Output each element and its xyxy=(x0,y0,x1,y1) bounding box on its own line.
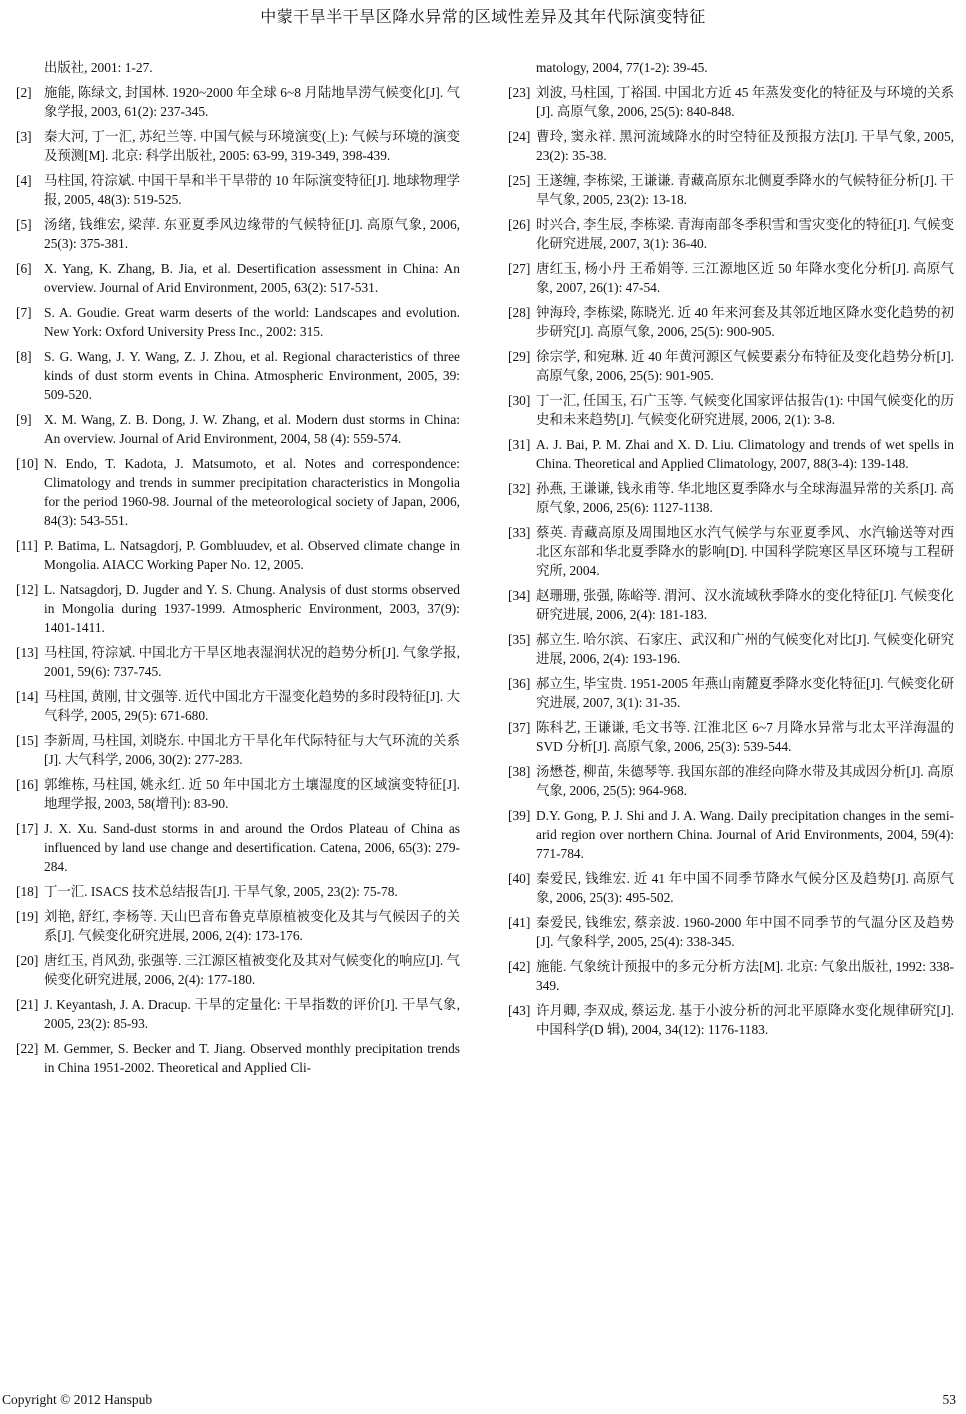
copyright-notice: Copyright © 2012 Hanspub xyxy=(2,1392,153,1407)
reference-text: 郝立生. 哈尔滨、石家庄、武汉和广州的气候变化对比[J]. 气候变化研究进展, 2006, 2(4): 193-196. xyxy=(536,632,954,666)
reference-entry xyxy=(16,775,460,813)
reference-number: [3] xyxy=(16,129,32,144)
reference-entry xyxy=(16,536,460,574)
reference-number: [20] xyxy=(16,953,39,968)
reference-number: [36] xyxy=(508,676,531,691)
reference-entry xyxy=(16,303,460,341)
reference-number: [28] xyxy=(508,305,531,320)
reference-entry xyxy=(508,718,954,756)
reference-entry xyxy=(16,58,460,77)
reference-number: [31] xyxy=(508,437,531,452)
reference-text: matology, 2004, 77(1-2): 39-45. xyxy=(536,60,708,75)
reference-text: 施能. 气象统计预报中的多元分析方法[M]. 北京: 气象出版社, 1992: 338-349. xyxy=(536,959,954,993)
reference-entry xyxy=(16,907,460,945)
reference-number: [7] xyxy=(16,305,32,320)
reference-text: J. X. Xu. Sand-dust storms in and around the Ordos Plateau of China as influenced by land use change and desertification. Catena, 2006, 65(3): 279-284. xyxy=(44,821,460,874)
reference-entry xyxy=(508,171,954,209)
reference-text: 郝立生, 毕宝贵. 1951-2005 年燕山南麓夏季降水变化特征[J]. 气候变化研究进展, 2007, 3(1): 31-35. xyxy=(536,676,954,710)
reference-number: [43] xyxy=(508,1003,531,1018)
reference-text: 秦爱民, 钱维宏, 蔡亲波. 1960-2000 年中国不同季节的气温分区及趋势[J]. 气象科学, 2005, 25(4): 338-345. xyxy=(536,915,954,949)
reference-number: [2] xyxy=(16,85,32,100)
reference-text: 李新周, 马柱国, 刘晓东. 中国北方干旱化年代际特征与大气环流的关系[J]. 大气科学, 2006, 30(2): 277-283. xyxy=(44,733,460,767)
reference-entry xyxy=(16,171,460,209)
reference-entry xyxy=(16,580,460,637)
reference-entry xyxy=(16,687,460,725)
reference-entry xyxy=(16,995,460,1033)
reference-text: 马柱国, 黄刚, 甘文强等. 近代中国北方干湿变化趋势的多时段特征[J]. 大气科学, 2005, 29(5): 671-680. xyxy=(44,689,460,723)
reference-text: S. G. Wang, J. Y. Wang, Z. J. Zhou, et al. Regional characteristics of three kinds of dust storm events in China. Atmospheric Environment, 2005, 39: 509-520. xyxy=(44,349,460,402)
reference-text: 徐宗学, 和宛琳. 近 40 年黄河源区气候要素分布特征及变化趋势分析[J]. 高原气象, 2006, 25(5): 901-905. xyxy=(536,349,954,383)
reference-number: [33] xyxy=(508,525,531,540)
reference-number: [41] xyxy=(508,915,531,930)
reference-text: 刘艳, 舒红, 李杨等. 天山巴音布鲁克草原植被变化及其与气候因子的关系[J]. 气候变化研究进展, 2006, 2(4): 173-176. xyxy=(44,909,460,943)
reference-text: 汤懋苍, 柳苗, 朱德琴等. 我国东部的准经向降水带及其成因分析[J]. 高原气象, 2006, 25(5): 964-968. xyxy=(536,764,954,798)
reference-entry xyxy=(508,435,954,473)
reference-entry xyxy=(16,643,460,681)
reference-text: 唐红玉, 肖风劲, 张强等. 三江源区植被变化及其对气候变化的响应[J]. 气候变化研究进展, 2006, 2(4): 177-180. xyxy=(44,953,460,987)
reference-number: [32] xyxy=(508,481,531,496)
reference-number: [34] xyxy=(508,588,531,603)
reference-entry xyxy=(508,479,954,517)
reference-text: 丁一汇. ISACS 技术总结报告[J]. 干旱气象, 2005, 23(2): 75-78. xyxy=(44,884,398,899)
reference-text: X. M. Wang, Z. B. Dong, J. W. Zhang, et al. Modern dust storms in China: An overview. Journal of Arid Environment, 2004, 58 (4): 559-574. xyxy=(44,412,460,446)
reference-entry xyxy=(16,731,460,769)
reference-number: [17] xyxy=(16,821,39,836)
reference-text: N. Endo, T. Kadota, J. Matsumoto, et al. Notes and correspondence: Climatology and trends in summer precipitation characteristics in Mongolia for the period 1960-98. Journal of the meteorological society of Japan, 2006, 84(3): 543-551. xyxy=(44,456,460,528)
reference-text: 刘波, 马柱国, 丁裕国. 中国北方近 45 年蒸发变化的特征及与环境的关系[J]. 高原气象, 2006, 25(5): 840-848. xyxy=(536,85,954,119)
reference-number: [9] xyxy=(16,412,32,427)
reference-number: [13] xyxy=(16,645,39,660)
reference-entry xyxy=(508,83,954,121)
reference-text: P. Batima, L. Natsagdorj, P. Gombluudev, et al. Observed climate change in Mongolia. AIACC Working Paper No. 12, 2005. xyxy=(44,538,460,572)
reference-entry xyxy=(16,215,460,253)
reference-entry xyxy=(16,819,460,876)
reference-text: 马柱国, 符淙斌. 中国干旱和半干旱带的 10 年际演变特征[J]. 地球物理学报, 2005, 48(3): 519-525. xyxy=(44,173,460,207)
reference-text: 秦大河, 丁一汇, 苏纪兰等. 中国气候与环境演变(上): 气候与环境的演变及预测[M]. 北京: 科学出版社, 2005: 63-99, 319-349, 398-439. xyxy=(44,129,460,163)
reference-number: [37] xyxy=(508,720,531,735)
reference-entry xyxy=(508,215,954,253)
reference-text: 汤绪, 钱维宏, 梁萍. 东亚夏季风边缘带的气候特征[J]. 高原气象, 2006, 25(3): 375-381. xyxy=(44,217,460,251)
reference-number: [12] xyxy=(16,582,39,597)
reference-number: [11] xyxy=(16,538,38,553)
reference-number: [35] xyxy=(508,632,531,647)
reference-text: 赵珊珊, 张强, 陈峪等. 渭河、汉水流域秋季降水的变化特征[J]. 气候变化研究进展, 2006, 2(4): 181-183. xyxy=(536,588,954,622)
reference-text: D.Y. Gong, P. J. Shi and J. A. Wang. Daily precipitation changes in the semi-arid region over northern China. Journal of Arid Environments, 2004, 59(4): 771-784. xyxy=(536,808,954,861)
reference-entry xyxy=(508,913,954,951)
reference-text: 出版社, 2001: 1-27. xyxy=(44,60,153,75)
reference-text: S. A. Goudie. Great warm deserts of the world: Landscapes and evolution. New York: Oxford University Press Inc., 2002: 315. xyxy=(44,305,460,339)
reference-entry xyxy=(508,391,954,429)
reference-entry xyxy=(508,806,954,863)
reference-text: L. Natsagdorj, D. Jugder and Y. S. Chung. Analysis of dust storms observed in Mongolia during 1937-1999. Atmospheric Environment, 2003, 37(9): 1401-1411. xyxy=(44,582,460,635)
reference-text: 孙燕, 王谦谦, 钱永甫等. 华北地区夏季降水与全球海温异常的关系[J]. 高原气象, 2006, 25(6): 1127-1138. xyxy=(536,481,954,515)
reference-text: A. J. Bai, P. M. Zhai and X. D. Liu. Climatology and trends of wet spells in China. Theoretical and Applied Climatology, 2007, 88(3-4): 139-148. xyxy=(536,437,954,471)
reference-entry xyxy=(16,410,460,448)
reference-text: 郭维栋, 马柱国, 姚永红. 近 50 年中国北方土壤湿度的区域演变特征[J]. 地理学报, 2003, 58(增刊): 83-90. xyxy=(44,777,460,811)
reference-text: 马柱国, 符淙斌. 中国北方干旱区地表湿润状况的趋势分析[J]. 气象学报, 2001, 59(6): 737-745. xyxy=(44,645,460,679)
reference-number: [26] xyxy=(508,217,531,232)
reference-text: X. Yang, K. Zhang, B. Jia, et al. Desertification assessment in China: An overview. Journal of Arid Environment, 2005, 63(2): 517-531. xyxy=(44,261,460,295)
reference-number: [23] xyxy=(508,85,531,100)
reference-entry xyxy=(508,630,954,668)
reference-number: [14] xyxy=(16,689,39,704)
reference-number: [5] xyxy=(16,217,32,232)
reference-entry xyxy=(508,674,954,712)
reference-entry xyxy=(508,523,954,580)
reference-entry xyxy=(16,951,460,989)
reference-number: [22] xyxy=(16,1041,39,1056)
reference-number: [19] xyxy=(16,909,39,924)
reference-entry xyxy=(508,58,954,77)
reference-entry xyxy=(508,347,954,385)
reference-text: 秦爱民, 钱维宏. 近 41 年中国不同季节降水气候分区及趋势[J]. 高原气象, 2006, 25(3): 495-502. xyxy=(536,871,954,905)
reference-text: 钟海玲, 李栋梁, 陈晓光. 近 40 年来河套及其邻近地区降水变化趋势的初步研究[J]. 高原气象, 2006, 25(5): 900-905. xyxy=(536,305,954,339)
reference-entry xyxy=(16,454,460,530)
reference-entry xyxy=(508,303,954,341)
reference-number: [40] xyxy=(508,871,531,886)
reference-text: J. Keyantash, J. A. Dracup. 干旱的定量化: 干旱指数的评价[J]. 干旱气象, 2005, 23(2): 85-93. xyxy=(44,997,460,1031)
reference-entry xyxy=(508,127,954,165)
reference-entry xyxy=(508,957,954,995)
reference-number: [8] xyxy=(16,349,32,364)
reference-number: [42] xyxy=(508,959,531,974)
running-header: 中蒙干旱半干旱区降水异常的区域性差异及其年代际演变特征 xyxy=(260,9,706,26)
reference-number: [39] xyxy=(508,808,531,823)
reference-number: [38] xyxy=(508,764,531,779)
reference-number: [4] xyxy=(16,173,32,188)
reference-text: 时兴合, 李生辰, 李栋梁. 青海南部冬季积雪和雪灾变化的特征[J]. 气候变化研究进展, 2007, 3(1): 36-40. xyxy=(536,217,954,251)
reference-number: [16] xyxy=(16,777,39,792)
reference-text: 唐红玉, 杨小丹 王希娟等. 三江源地区近 50 年降水变化分析[J]. 高原气象, 2007, 26(1): 47-54. xyxy=(536,261,954,295)
reference-number: [27] xyxy=(508,261,531,276)
reference-entry xyxy=(508,762,954,800)
reference-number: [30] xyxy=(508,393,531,408)
reference-entry xyxy=(508,259,954,297)
reference-number: [24] xyxy=(508,129,531,144)
reference-entry xyxy=(16,259,460,297)
reference-text: M. Gemmer, S. Becker and T. Jiang. Observed monthly precipitation trends in China 1951-2002. Theoretical and Applied Cli- xyxy=(44,1041,460,1075)
references-left-column xyxy=(16,58,460,1083)
reference-number: [6] xyxy=(16,261,32,276)
reference-text: 丁一汇, 任国玉, 石广玉等. 气候变化国家评估报告(1): 中国气候变化的历史和未来趋势[J]. 气候变化研究进展, 2006, 2(1): 3-8. xyxy=(536,393,954,427)
reference-number: [21] xyxy=(16,997,39,1012)
reference-text: 陈科艺, 王谦谦, 毛文书等. 江淮北区 6~7 月降水异常与北太平洋海温的 SVD 分析[J]. 高原气象, 2006, 25(3): 539-544. xyxy=(536,720,954,754)
reference-number: [29] xyxy=(508,349,531,364)
reference-entry xyxy=(16,1039,460,1077)
reference-number: [25] xyxy=(508,173,531,188)
references-right-column xyxy=(508,58,954,1045)
reference-text: 许月卿, 李双成, 蔡运龙. 基于小波分析的河北平原降水变化规律研究[J]. 中国科学(D 辑), 2004, 34(12): 1176-1183. xyxy=(536,1003,954,1037)
reference-text: 蔡英. 青藏高原及周围地区水汽气候学与东亚夏季风、水汽输送等对西北区东部和华北夏季降水的影响[D]. 中国科学院寒区旱区环境与工程研究所, 2004. xyxy=(536,525,954,578)
reference-entry xyxy=(16,83,460,121)
reference-entry xyxy=(16,127,460,165)
reference-entry xyxy=(16,882,460,901)
reference-number: [10] xyxy=(16,456,39,471)
reference-number: [15] xyxy=(16,733,39,748)
reference-entry xyxy=(508,586,954,624)
reference-entry xyxy=(508,1001,954,1039)
reference-text: 王遂缠, 李栋梁, 王谦谦. 青藏高原东北侧夏季降水的气候特征分析[J]. 干旱气象, 2005, 23(2): 13-18. xyxy=(536,173,954,207)
reference-text: 曹玲, 窦永祥. 黑河流域降水的时空特征及预报方法[J]. 干旱气象, 2005, 23(2): 35-38. xyxy=(536,129,954,163)
reference-number: [18] xyxy=(16,884,39,899)
reference-text: 施能, 陈绿文, 封国林. 1920~2000 年全球 6~8 月陆地旱涝气候变化[J]. 气象学报, 2003, 61(2): 237-345. xyxy=(44,85,460,119)
page-number: 53 xyxy=(942,1392,956,1407)
reference-entry xyxy=(508,869,954,907)
reference-entry xyxy=(16,347,460,404)
